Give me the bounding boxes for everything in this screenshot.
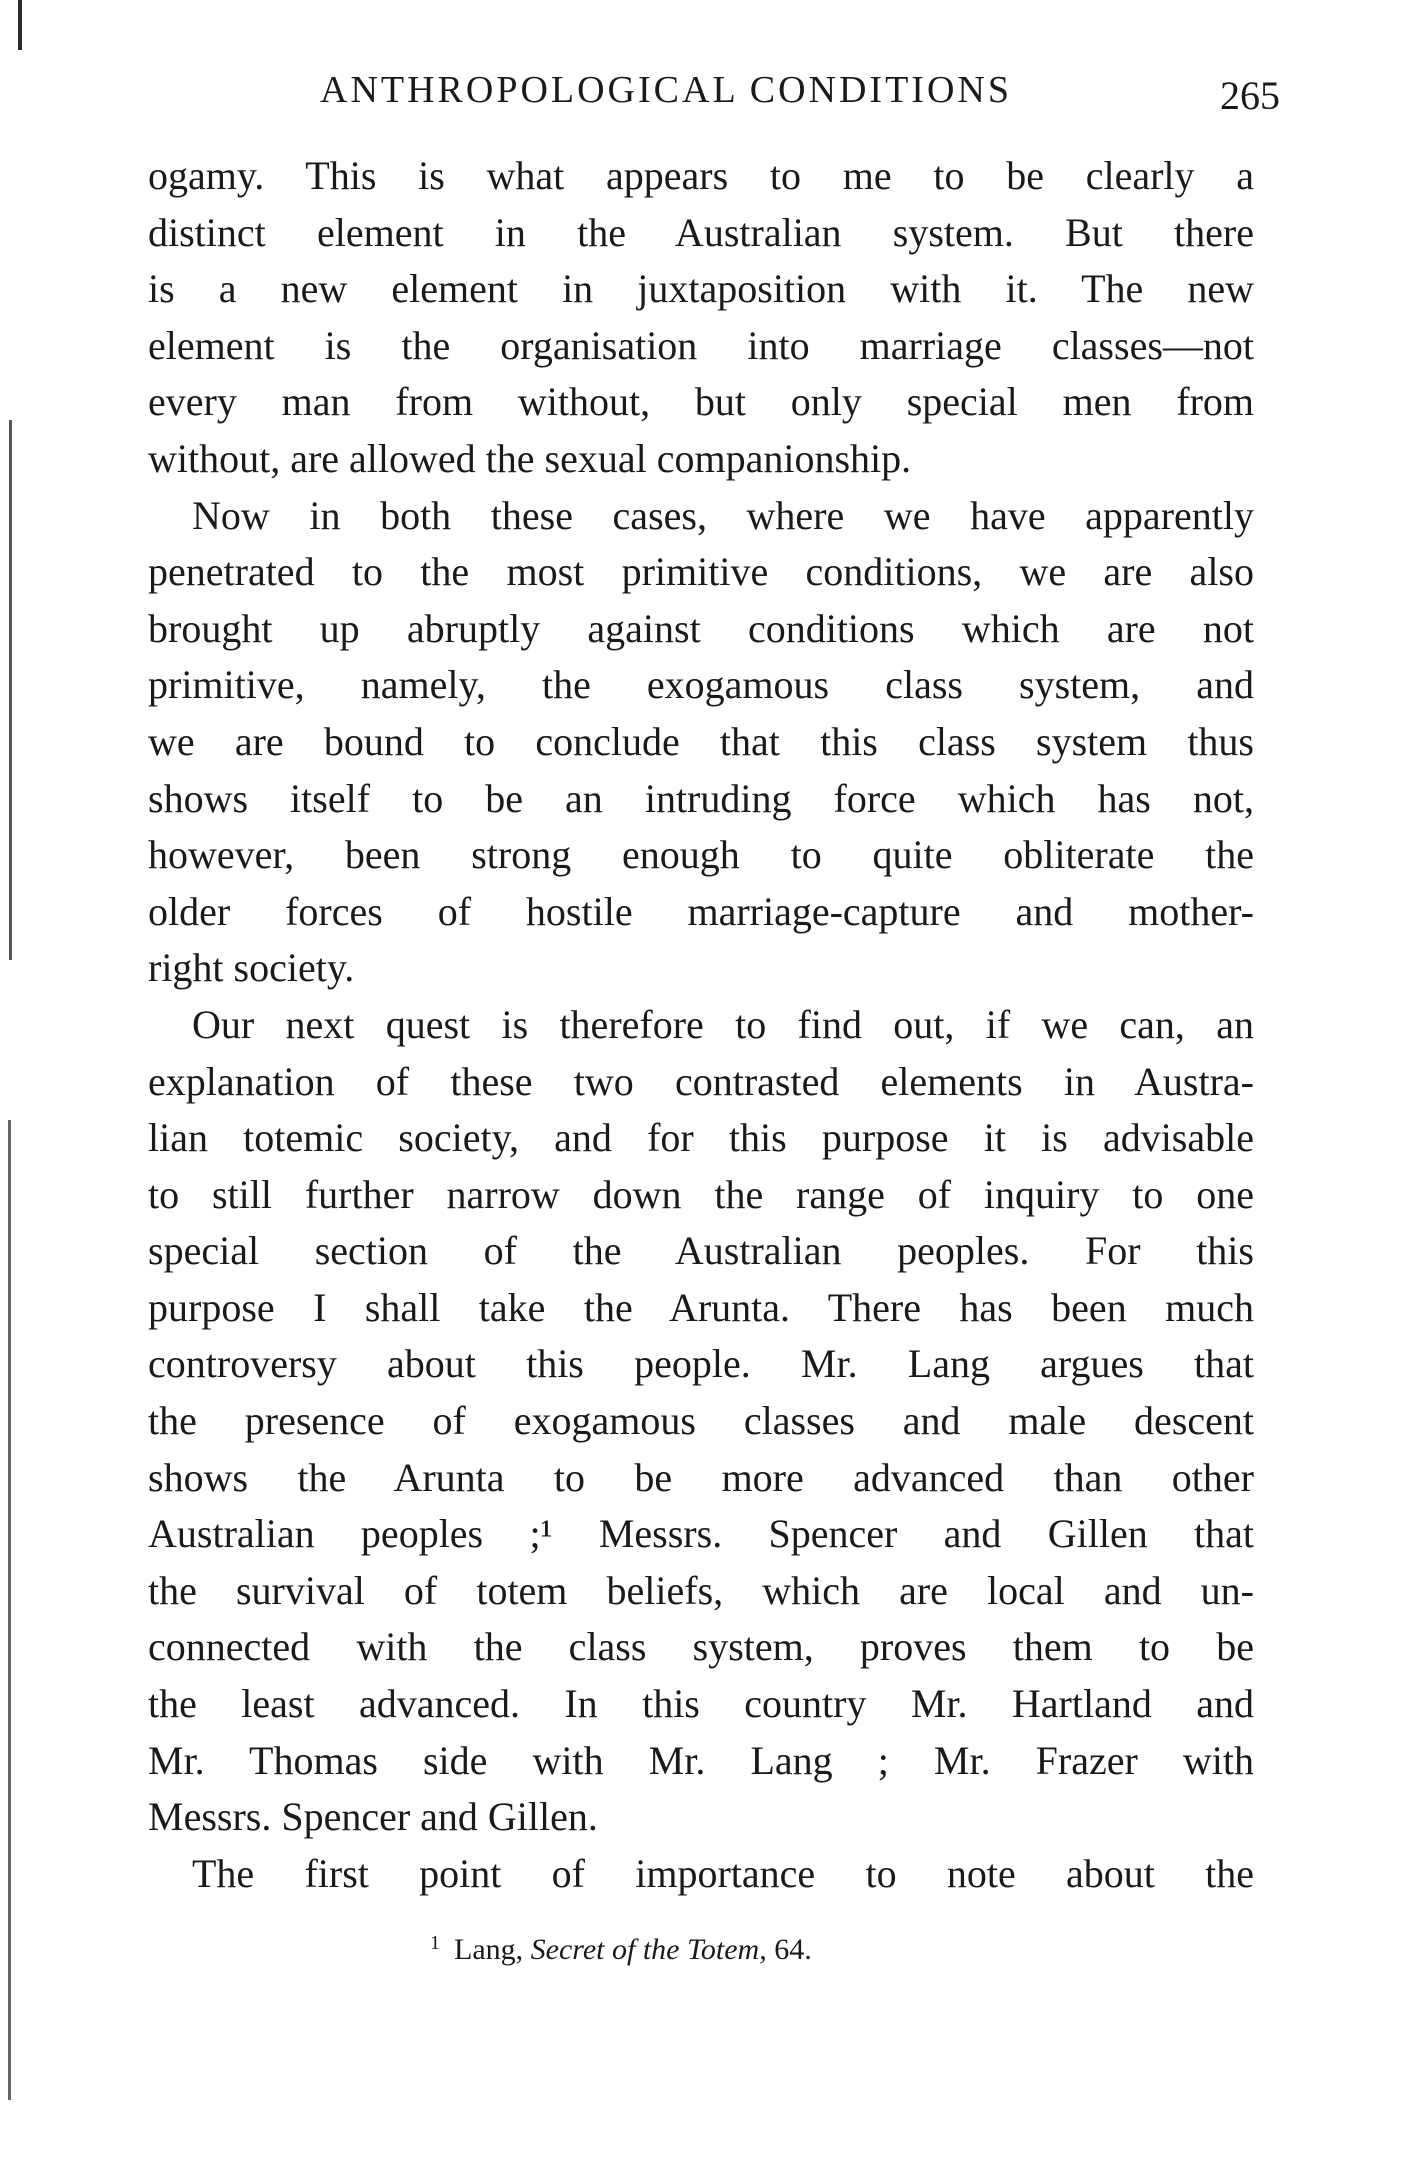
footnote-author: Lang,: [454, 1933, 524, 1966]
text-line: the least advanced. In this country Mr. Hartland and: [148, 1681, 1254, 1727]
text-line: is a new element in juxtaposition with it. The new: [148, 266, 1254, 312]
text-line: connected with the class system, proves them to be: [148, 1624, 1254, 1670]
text-line: explanation of these two contrasted elements in Austra-: [148, 1058, 1254, 1104]
text-line: primitive, namely, the exogamous class system, and: [148, 662, 1254, 708]
text-line: older forces of hostile marriage-capture and mother-: [148, 888, 1254, 934]
text-line: The first point of importance to note about the: [192, 1850, 1254, 1896]
footnote: [430, 1932, 812, 1967]
text-line: every man from without, but only special men from: [148, 379, 1254, 425]
text-line: Australian peoples ;¹ Messrs. Spencer and Gillen that: [148, 1511, 1254, 1557]
footnote-marker: 1: [430, 1932, 440, 1954]
text-line: right society.: [148, 945, 355, 991]
text-line: special section of the Australian peoples. For this: [148, 1228, 1254, 1274]
text-line: Messrs. Spencer and Gillen.: [148, 1794, 598, 1840]
text-line: Mr. Thomas side with Mr. Lang ; Mr. Frazer with: [148, 1737, 1254, 1783]
text-line: controversy about this people. Mr. Lang argues that: [148, 1341, 1254, 1387]
text-line: Now in both these cases, where we have apparently: [192, 492, 1254, 538]
text-line: shows itself to be an intruding force which has not,: [148, 775, 1254, 821]
text-line: lian totemic society, and for this purpose it is advisable: [148, 1115, 1254, 1161]
text-line: the presence of exogamous classes and male descent: [148, 1398, 1254, 1444]
text-line: distinct element in the Australian system. But there: [148, 209, 1254, 255]
text-line: the survival of totem beliefs, which are local and un-: [148, 1567, 1254, 1613]
text-line: without, are allowed the sexual companionship.: [148, 435, 912, 481]
text-line: ogamy. This is what appears to me to be clearly a: [148, 153, 1254, 198]
text-line: brought up abruptly against conditions which are not: [148, 605, 1254, 651]
text-line: to still further narrow down the range of inquiry to one: [148, 1171, 1254, 1217]
text-line: penetrated to the most primitive conditions, we are also: [148, 549, 1254, 595]
body-text: [148, 148, 1254, 1902]
footnote-page: 64.: [774, 1933, 812, 1966]
running-head: ANTHROPOLOGICAL CONDITIONS: [320, 69, 1012, 111]
binding-edge-mark: [8, 1120, 11, 2100]
page-number: 265: [1220, 73, 1280, 118]
binding-edge-mark: [18, 0, 22, 50]
page-header: [320, 68, 1280, 128]
text-line: shows the Arunta to be more advanced than other: [148, 1454, 1254, 1500]
text-line: element is the organisation into marriage classes—not: [148, 322, 1254, 368]
footnote-title: Secret of the Totem,: [530, 1933, 767, 1966]
binding-edge-mark: [9, 420, 12, 960]
text-line: Our next quest is therefore to find out, if we can, an: [192, 1001, 1254, 1047]
text-line: we are bound to conclude that this class system thus: [148, 718, 1254, 764]
text-line: however, been strong enough to quite obliterate the: [148, 832, 1254, 878]
text-line: purpose I shall take the Arunta. There has been much: [148, 1284, 1254, 1330]
